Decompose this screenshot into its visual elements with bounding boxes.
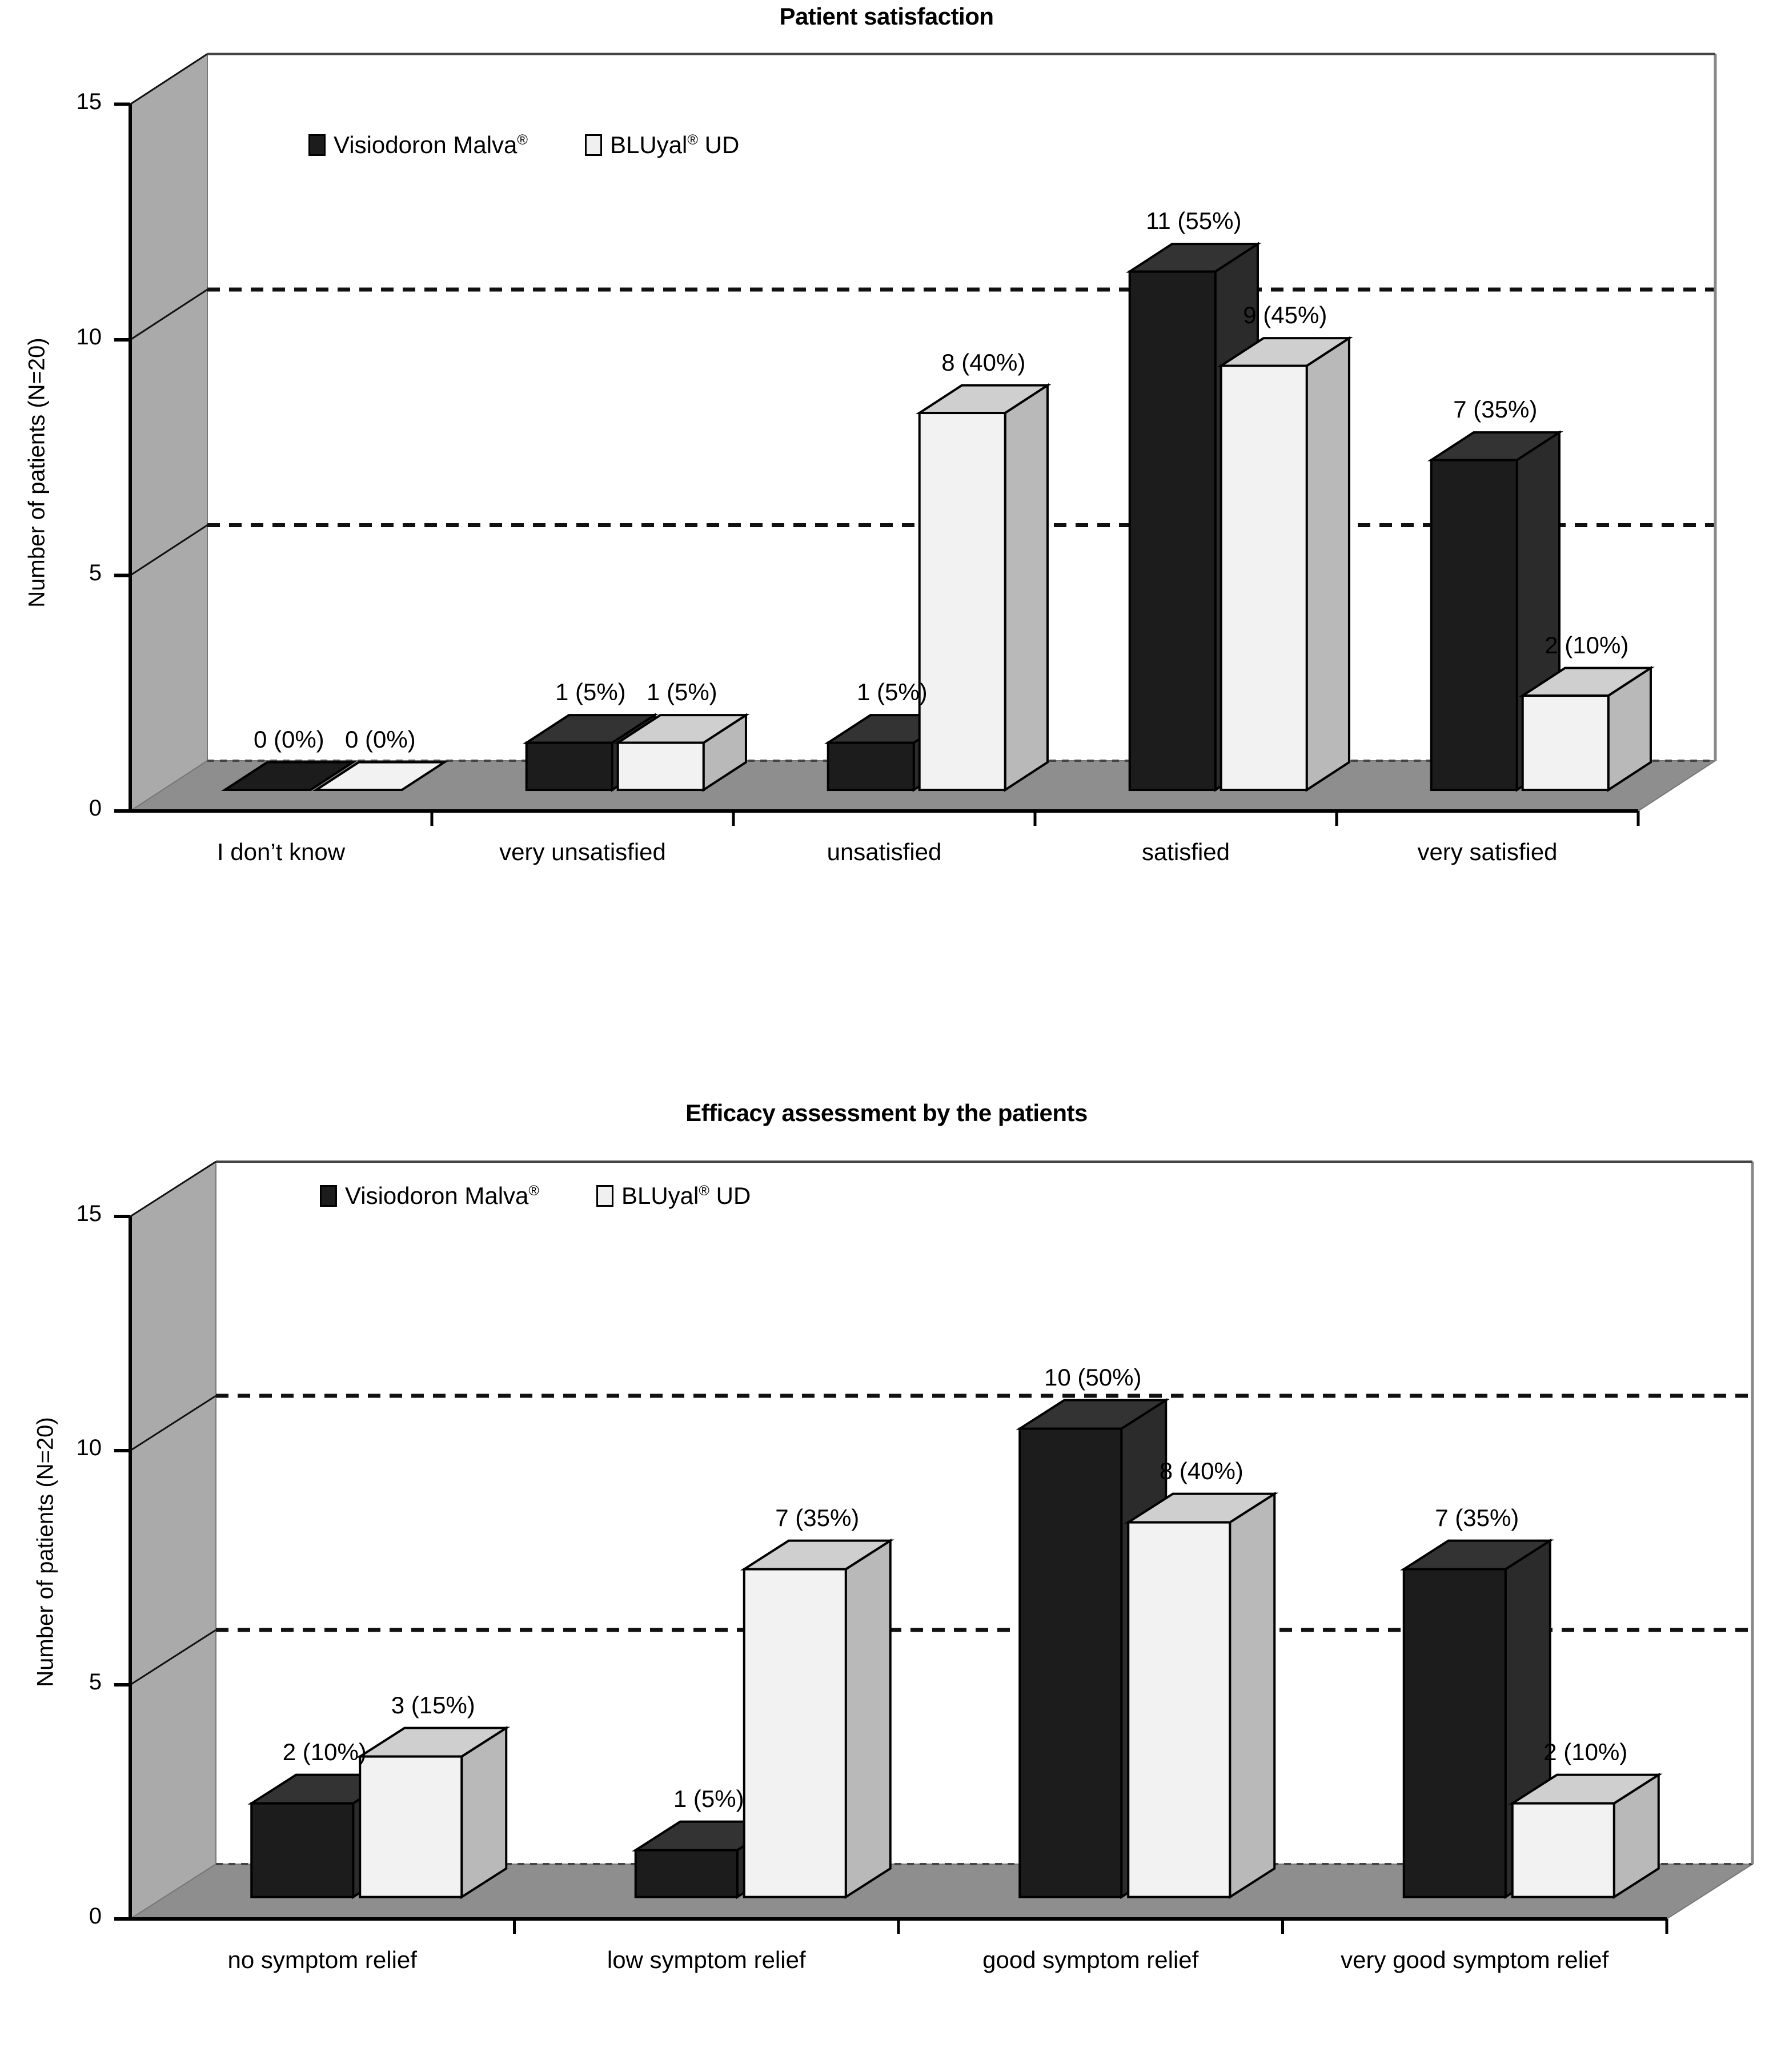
y-axis-tick-label: 10 (76, 324, 102, 350)
chart-patient-satisfaction (0, 0, 1773, 1028)
bar-data-label: 0 (0%) (344, 725, 416, 753)
legend-item-visiodoron-malva (320, 1182, 539, 1210)
y-axis-tick-label: 0 (89, 1904, 102, 1929)
x-axis-category-label: unsatisfied (827, 838, 942, 865)
y-axis-tick-label: 15 (76, 89, 102, 114)
chart-canvas (0, 1131, 1773, 2010)
y-axis-tick-label: 15 (76, 1201, 102, 1226)
x-axis-category-label: satisfied (1141, 838, 1230, 865)
chart-title: Patient satisfaction (779, 3, 994, 30)
bar-data-label: 7 (35%) (1435, 1504, 1519, 1531)
chart-canvas (0, 34, 1773, 925)
bar-data-label: 11 (55%) (1146, 207, 1242, 235)
x-axis-category-label: very good symptom relief (1341, 1946, 1609, 1973)
bar-data-label: 2 (10%) (1543, 1738, 1628, 1765)
chart-efficacy-assessment (0, 1097, 1773, 2067)
x-axis-category-label: low symptom relief (607, 1946, 806, 1973)
legend-label: Visiodoron Malva® (334, 131, 528, 158)
bar-data-label: 2 (10%) (1545, 631, 1629, 658)
chart-legend (320, 1182, 751, 1210)
legend-swatch-dark (308, 134, 326, 156)
bar-data-label: 8 (40%) (941, 348, 1026, 376)
bar-data-label: 8 (40%) (1159, 1457, 1243, 1484)
legend-label: BLUyal® UD (621, 1182, 751, 1209)
legend-item-bluyal-ud (585, 131, 739, 159)
legend-item-bluyal-ud (596, 1182, 751, 1210)
chart-legend (308, 131, 739, 159)
y-axis-tick-label: 0 (89, 796, 102, 821)
legend-swatch-dark (320, 1185, 337, 1207)
legend-swatch-light (585, 134, 602, 156)
bar-data-label: 7 (35%) (1453, 396, 1538, 423)
legend-label: Visiodoron Malva® (345, 1182, 539, 1209)
chart-title: Efficacy assessment by the patients (685, 1099, 1088, 1126)
bar-data-label: 9 (45%) (1243, 302, 1327, 329)
x-axis-category-label: very satisfied (1417, 838, 1558, 865)
plot-area (0, 34, 1773, 925)
y-axis-tick-label: 5 (89, 1669, 102, 1694)
bar-data-label: 3 (15%) (391, 1691, 475, 1718)
bar-data-label: 1 (5%) (673, 1785, 744, 1812)
bar-data-label: 0 (0%) (253, 725, 324, 753)
legend-label: BLUyal® UD (609, 131, 740, 158)
y-axis-title: Number of patients (N=20) (33, 1417, 58, 1687)
y-axis-title: Number of patients (N=20) (24, 338, 50, 608)
plot-area (0, 1131, 1773, 2010)
x-axis-category-label: no symptom relief (227, 1946, 417, 1973)
bar-data-label: 1 (5%) (856, 678, 928, 706)
bar-data-label: 7 (35%) (775, 1504, 860, 1531)
bar-data-label: 10 (50%) (1044, 1363, 1142, 1391)
bar-data-label: 1 (5%) (646, 678, 717, 706)
y-axis-tick-label: 5 (89, 560, 102, 585)
bar-data-label: 1 (5%) (555, 678, 626, 706)
x-axis-category-label: I don’t know (216, 838, 346, 865)
x-axis-category-label: very unsatisfied (499, 838, 666, 865)
y-axis-tick-label: 10 (76, 1435, 102, 1460)
bar-data-label: 2 (10%) (282, 1738, 367, 1765)
x-axis-category-label: good symptom relief (982, 1946, 1199, 1973)
legend-swatch-light (596, 1185, 613, 1207)
legend-item-visiodoron-malva (308, 131, 528, 159)
